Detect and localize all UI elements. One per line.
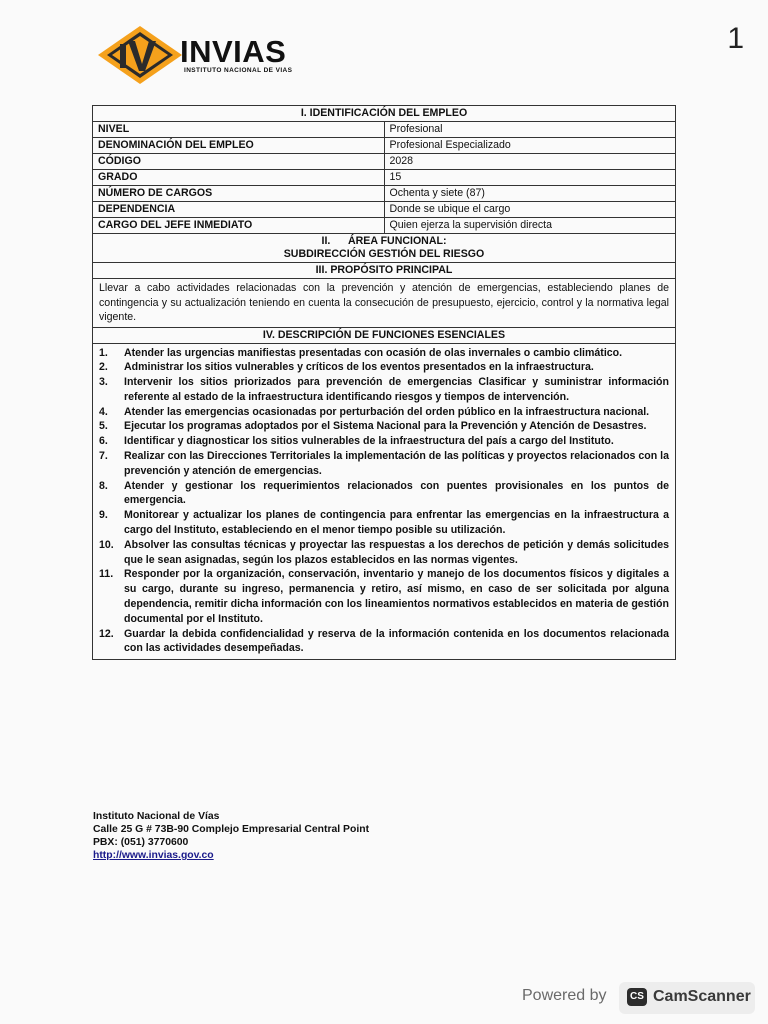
function-item [99,360,669,375]
function-item [99,375,669,405]
footer-phone: PBX: (051) 3770600 [93,837,189,848]
section-header-row [93,327,676,343]
function-text: Atender las urgencias manifiestas presentadas con ocasión de olas invernales o cambio climático. [124,346,623,359]
function-number: 6. [99,435,108,448]
identification-value: Ochenta y siete (87) [384,186,676,202]
identification-label: CARGO DEL JEFE INMEDIATO [93,218,385,234]
identification-label: GRADO [93,170,385,186]
function-text: Monitorear y actualizar los planes de contingencia para enfrentar las emergencias en la infraestructura a cargo del Instituto, estableciendo en el menor tiempo posible su utilización. [124,509,669,537]
function-text: Atender y gestionar los requerimientos relacionados con puentes provisionales en los puntos de emergencia. [124,479,669,507]
function-number: 7. [99,450,108,463]
section2-subtitle: SUBDIRECCIÓN GESTIÓN DEL RIESGO [283,248,485,260]
invias-logo-icon [98,26,182,84]
function-number: 9. [99,509,108,522]
section4-title: IV. DESCRIPCIÓN DE FUNCIONES ESENCIALES [93,327,676,343]
identification-value: Profesional [384,122,676,138]
function-text: Realizar con las Direcciones Territoriales la implementación de las políticas y proyectos relacionados con la prevención y atención de emergencias. [124,450,669,477]
functions-row [93,343,676,660]
functions-list [99,346,669,657]
function-text: Responder por la organización, conservación, inventario y manejo de los documentos físicos y digitales a su cargo, durante su ingreso, permanencia y retiro, así mismo, en caso de ser solicitada por alguna dependencia, remitir dicha información con los lineamientos normativos establecidos en materia de gestión documental por el Instituto. [124,568,669,625]
logo-wordmark: INVIAS [180,34,287,69]
page-number: 1 [727,22,744,55]
function-item [99,508,669,538]
function-item [99,449,669,479]
function-text: Administrar los sitios vulnerables y críticos de los eventos presentados en la infraestructura. [124,361,594,374]
identification-row [93,122,676,138]
identification-label: NÚMERO DE CARGOS [93,186,385,202]
footer-org: Instituto Nacional de Vías [93,811,220,822]
identification-label: CÓDIGO [93,154,385,170]
powered-by-text: Powered by [522,987,607,1004]
section1-title: I. IDENTIFICACIÓN DEL EMPLEO [93,106,676,122]
function-number: 8. [99,479,108,492]
function-item [99,479,669,509]
logo-subtitle: INSTITUTO NACIONAL DE VIAS [184,67,293,74]
section2-title: II. ÁREA FUNCIONAL: [321,235,447,247]
identification-label: DEPENDENCIA [93,202,385,218]
function-number: 3. [99,376,108,389]
identification-row [93,154,676,170]
identification-row [93,202,676,218]
function-number: 11. [99,568,114,581]
function-number: 12. [99,627,114,640]
function-number: 4. [99,405,108,418]
footer-address: Calle 25 G # 73B-90 Complejo Empresarial Central Point [93,824,370,835]
function-number: 2. [99,361,108,374]
function-item [99,346,669,361]
function-text: Ejecutar los programas adoptados por el Sistema Nacional para la Prevención y Atención de Desastres. [124,420,647,433]
section-header-row [93,234,676,263]
function-item [99,627,669,657]
identification-label: DENOMINACIÓN DEL EMPLEO [93,138,385,154]
identification-row [93,218,676,234]
function-number: 10. [99,538,114,551]
invias-logo [98,26,308,84]
identification-value: Profesional Especializado [384,138,676,154]
camscanner-brand: CamScanner [653,988,751,1005]
function-number: 5. [99,420,108,433]
footer [93,810,369,862]
function-text: Identificar y diagnosticar los sitios vulnerables de la infraestructura del país a cargo del Instituto. [124,435,614,448]
function-text: Absolver las consultas técnicas y proyectar las respuestas a los derechos de petición y demás solicitudes que le sean asignadas, según los plazos establecidos en las normas vigentes. [124,538,669,566]
function-item [99,419,669,434]
camscanner-badge [619,982,755,1014]
identification-row [93,170,676,186]
function-item [99,405,669,420]
footer-website-link[interactable]: http://www.invias.gov.co [93,850,214,861]
function-text: Guardar la debida confidencialidad y reserva de la información contenida en los documentos relacionada con las actividades desempeñadas. [124,627,669,655]
functions-cell [93,343,676,660]
section-header-row [93,106,676,122]
function-text: Intervenir los sitios priorizados para prevención de emergencias Clasificar y suministrar información referente al estado de la infraestructura identificando riesgos y tiempos de intervención. [124,376,669,403]
function-item [99,434,669,449]
identification-value: 15 [384,170,676,186]
function-item [99,567,669,626]
identification-value: Donde se ubique el cargo [384,202,676,218]
purpose-text: Llevar a cabo actividades relacionadas con la prevención y atención de emergencias, estableciendo planes de contingencia y su actualización teniendo en cuenta la consecución de presupuesto, ejercicio, control y la normativa legal vigente. [93,279,676,328]
identification-value: 2028 [384,154,676,170]
function-text: Atender las emergencias ocasionadas por perturbación del orden público en la infraestructura nacional. [124,405,650,418]
identification-label: NIVEL [93,122,385,138]
identification-value: Quien ejerza la supervisión directa [384,218,676,234]
section-header-row [93,263,676,279]
function-item [99,538,669,568]
section3-title: III. PROPÓSITO PRINCIPAL [93,263,676,279]
identification-row [93,186,676,202]
identification-row [93,138,676,154]
section2-header [93,234,676,263]
camscanner-icon: CS [627,988,647,1006]
purpose-row [93,279,676,328]
job-profile-table [92,105,676,660]
function-number: 1. [99,346,108,359]
